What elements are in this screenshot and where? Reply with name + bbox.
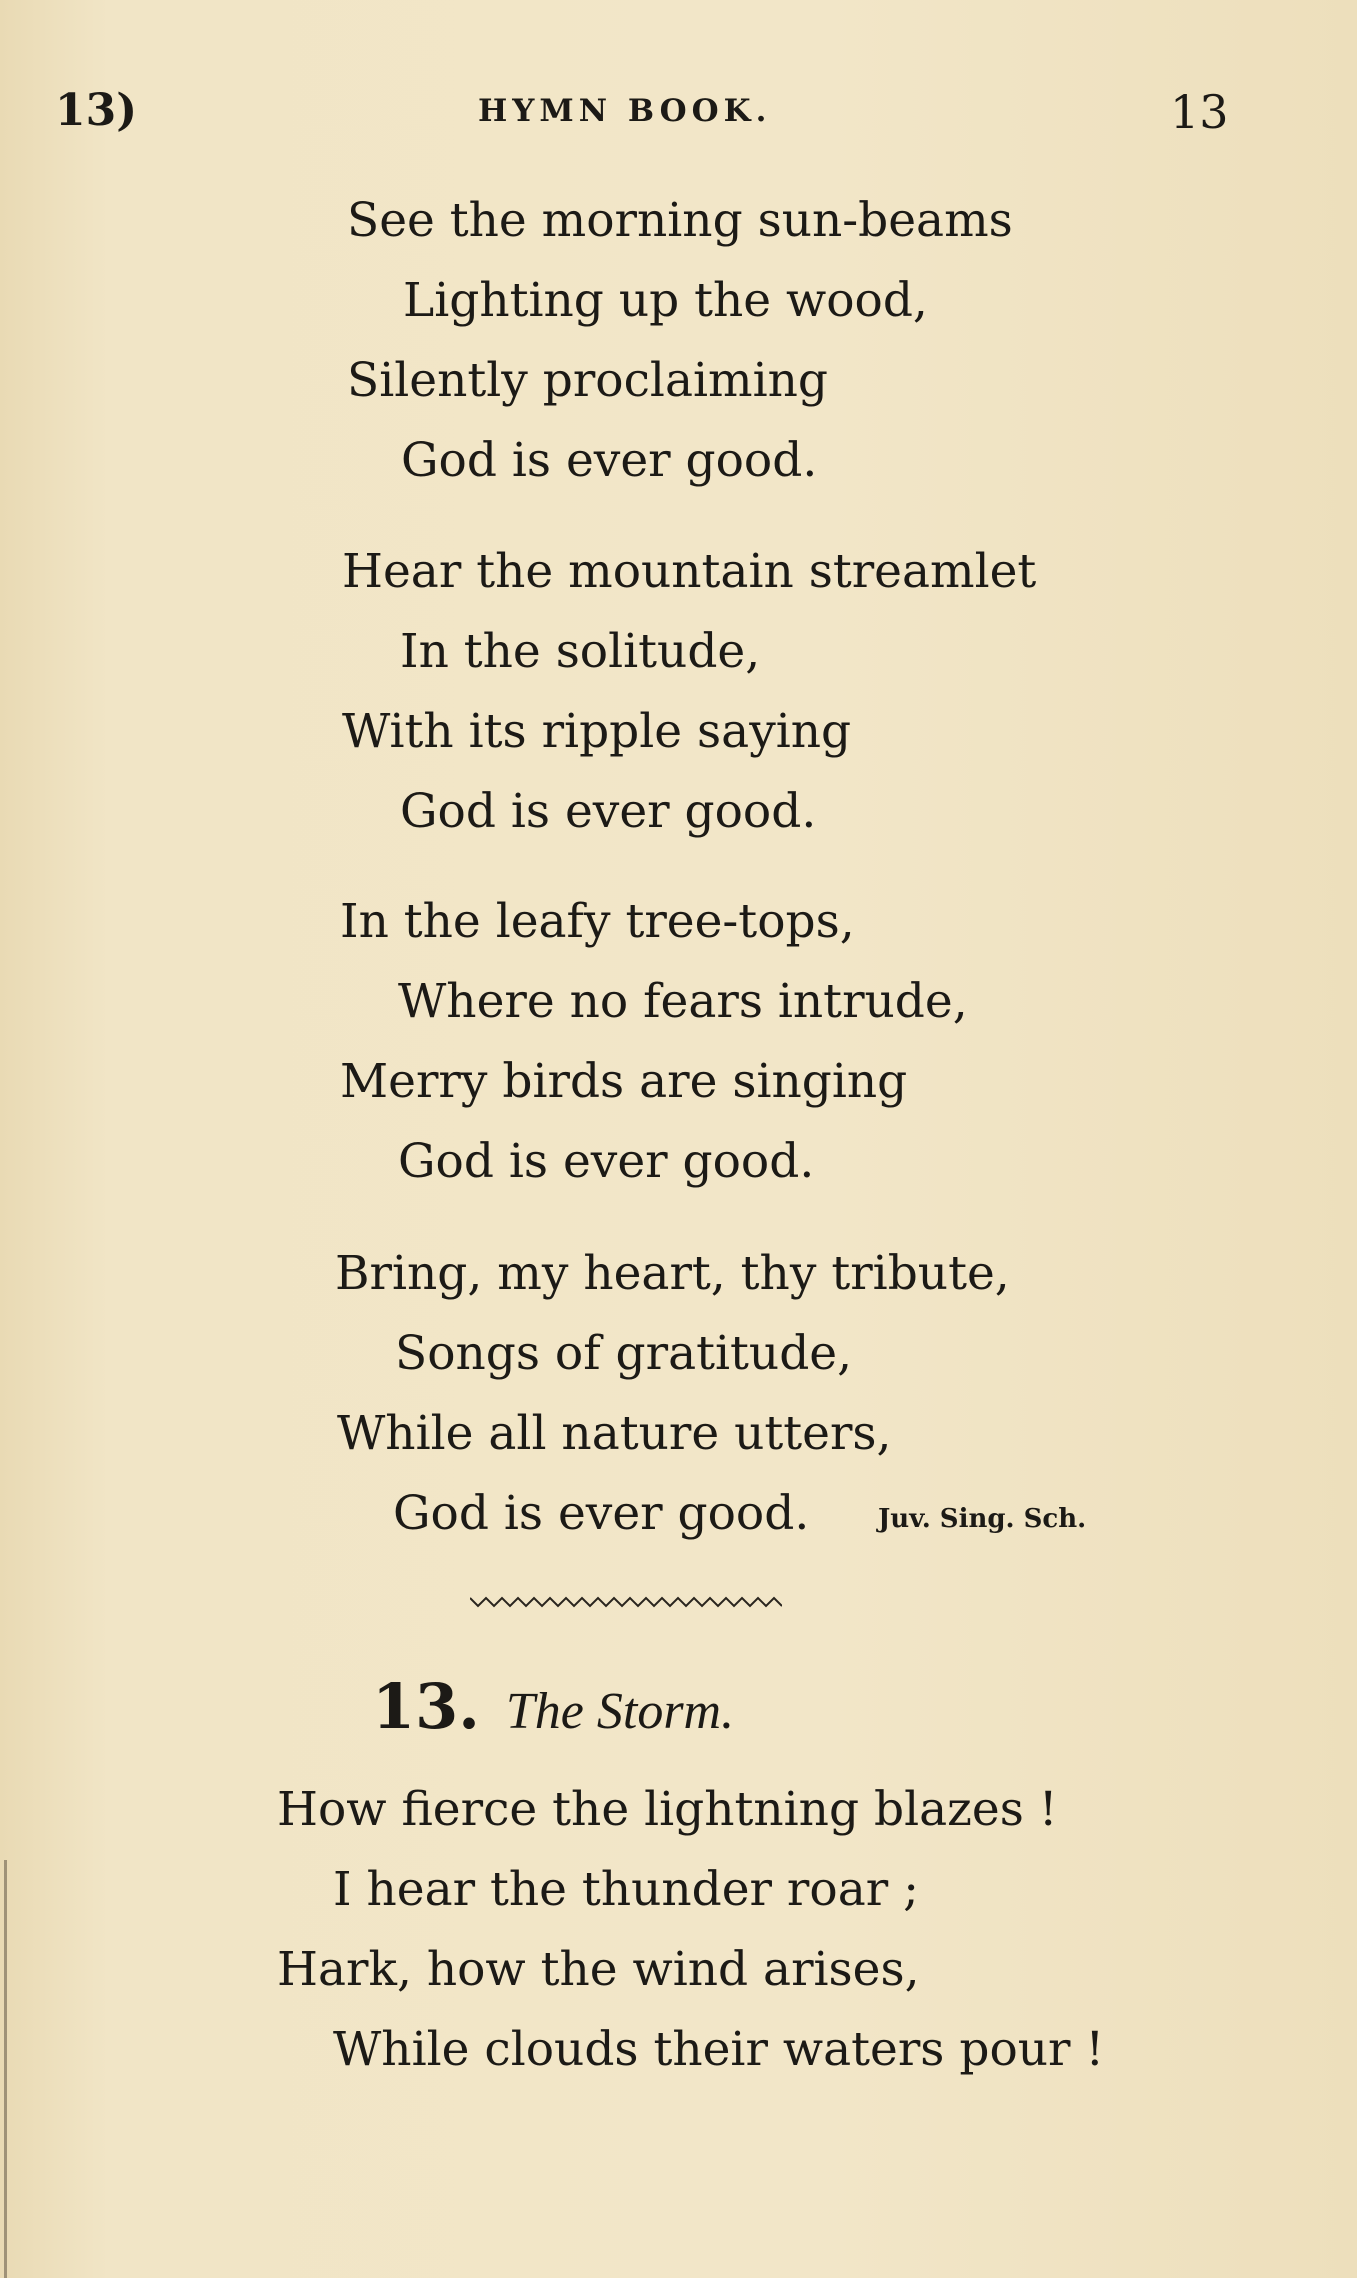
- verse-line: I hear the thunder roar ;: [333, 1862, 919, 1917]
- running-head: [0, 85, 1357, 145]
- verse-line: God is ever good.: [400, 784, 817, 839]
- verse-line: Silently proclaiming: [347, 353, 828, 408]
- hymn-heading: [372, 1670, 734, 1743]
- hymn-title: The Storm.: [505, 1683, 735, 1740]
- verse-line: Where no fears intrude,: [398, 974, 968, 1029]
- verse-line: God is ever good.: [401, 433, 818, 488]
- verse-line: Merry birds are singing: [340, 1054, 908, 1109]
- verse-line: God is ever good.: [393, 1486, 810, 1541]
- verse-line: Songs of gratitude,: [395, 1326, 853, 1381]
- page-number: 13: [1170, 85, 1229, 139]
- verse-line: In the solitude,: [400, 624, 761, 679]
- page-edge-shadow: [4, 1860, 7, 2278]
- ornamental-divider: [470, 1594, 782, 1610]
- verse-line: Hark, how the wind arises,: [277, 1942, 920, 1997]
- verse-line: Hear the mountain streamlet: [342, 544, 1037, 599]
- verse-line: See the morning sun-beams: [347, 193, 1013, 248]
- verse-line: God is ever good.: [398, 1134, 815, 1189]
- verse-line: While clouds their waters pour !: [333, 2022, 1105, 2077]
- running-head-left: 13): [55, 85, 138, 136]
- hymn-number: 13.: [372, 1670, 480, 1743]
- attribution: Juv. Sing. Sch.: [878, 1504, 1087, 1534]
- verse-line: While all nature utters,: [337, 1406, 892, 1461]
- verse-line: In the leafy tree-tops,: [340, 894, 855, 949]
- verse-line: Lighting up the wood,: [403, 273, 928, 328]
- verse-line: Bring, my heart, thy tribute,: [335, 1246, 1010, 1301]
- verse-line: How fierce the lightning blazes !: [277, 1782, 1058, 1837]
- running-head-title: HYMN BOOK.: [478, 93, 772, 129]
- verse-line: With its ripple saying: [342, 704, 852, 759]
